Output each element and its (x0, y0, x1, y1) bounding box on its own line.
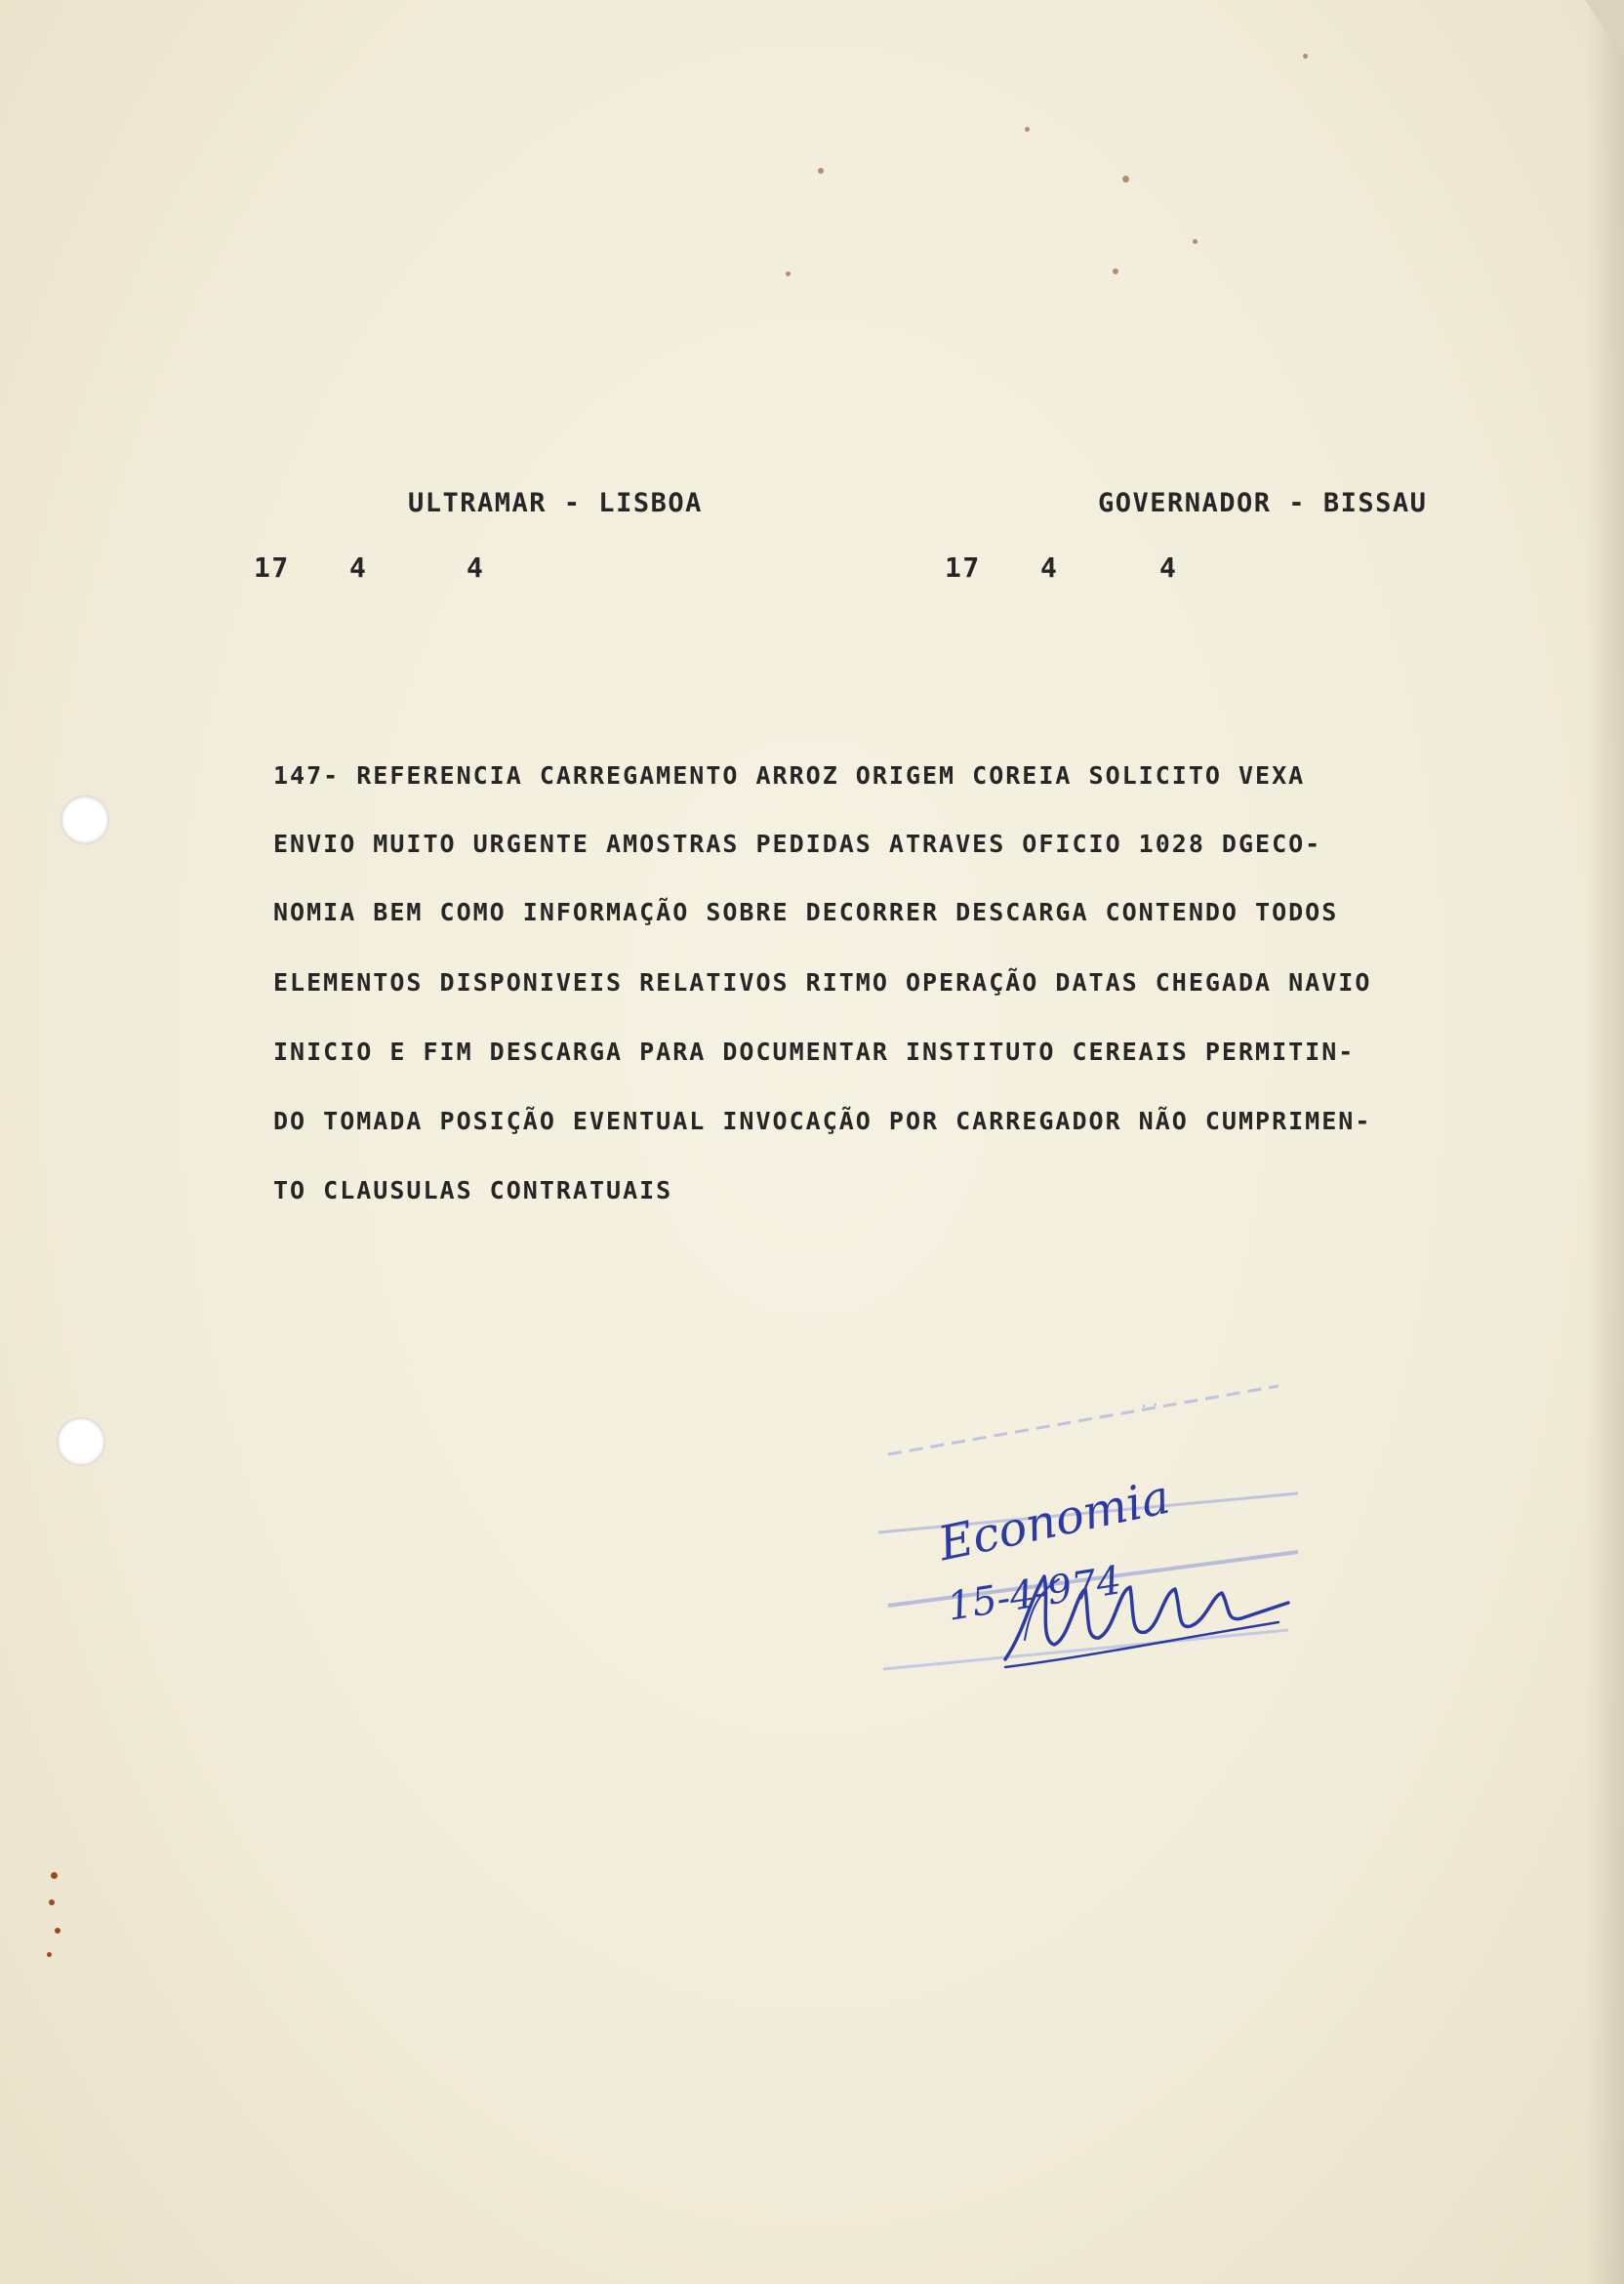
recipient-header: GOVERNADOR - BISSAU (1098, 488, 1428, 518)
signature-icon (859, 1347, 1327, 1698)
message-line: DO TOMADA POSIÇÃO EVENTUAL INVOCAÇÃO POR CARREGADOR NÃO CUMPRIMEN- (273, 1107, 1372, 1135)
stamp-text-faint: · · (1140, 1396, 1161, 1416)
message-line: TO CLAUSULAS CONTRATUAIS (273, 1176, 673, 1204)
paper-speck (1113, 268, 1118, 274)
message-line: INICIO E FIM DESCARGA PARA DOCUMENTAR INSTITUTO CEREAIS PERMITIN- (273, 1038, 1356, 1066)
paper-speck (818, 168, 824, 174)
punch-hole-top (61, 795, 109, 844)
rust-spot (47, 1952, 52, 1957)
paper-speck (1303, 54, 1308, 59)
rust-spot (49, 1899, 55, 1905)
message-line: ENVIO MUITO URGENTE AMOSTRAS PEDIDAS ATRAVES OFICIO 1028 DGECO- (273, 830, 1322, 858)
paper-speck (1122, 176, 1129, 183)
sender-header: ULTRAMAR - LISBOA (408, 488, 703, 518)
handwritten-date: 15-4-974 (944, 1558, 1125, 1630)
sender-date-month: 4 (349, 551, 368, 584)
receipt-stamp (859, 1347, 1327, 1698)
rust-spot (51, 1872, 58, 1879)
sender-date-day: 17 (254, 551, 290, 584)
message-line: 147- REFERENCIA CARREGAMENTO ARROZ ORIGEM COREIA SOLICITO VEXA (273, 761, 1306, 790)
message-line: NOMIA BEM COMO INFORMAÇÃO SOBRE DECORRER DESCARGA CONTENDO TODOS (273, 898, 1339, 926)
sender-date-year: 4 (467, 551, 485, 584)
punch-hole-bottom (57, 1417, 105, 1466)
message-line: ELEMENTOS DISPONIVEIS RELATIVOS RITMO OPERAÇÃO DATAS CHEGADA NAVIO (273, 968, 1372, 997)
handwritten-note: Economia (933, 1469, 1175, 1572)
recipient-date-year: 4 (1159, 551, 1178, 584)
paper-speck (1193, 239, 1198, 244)
recipient-date-month: 4 (1040, 551, 1059, 584)
rust-spot (55, 1928, 61, 1934)
paper-speck (1025, 127, 1030, 132)
recipient-date-day: 17 (945, 551, 981, 584)
paper-edge-shadow (1585, 0, 1624, 2284)
folded-corner (1585, 0, 1624, 59)
paper-speck (786, 271, 791, 276)
